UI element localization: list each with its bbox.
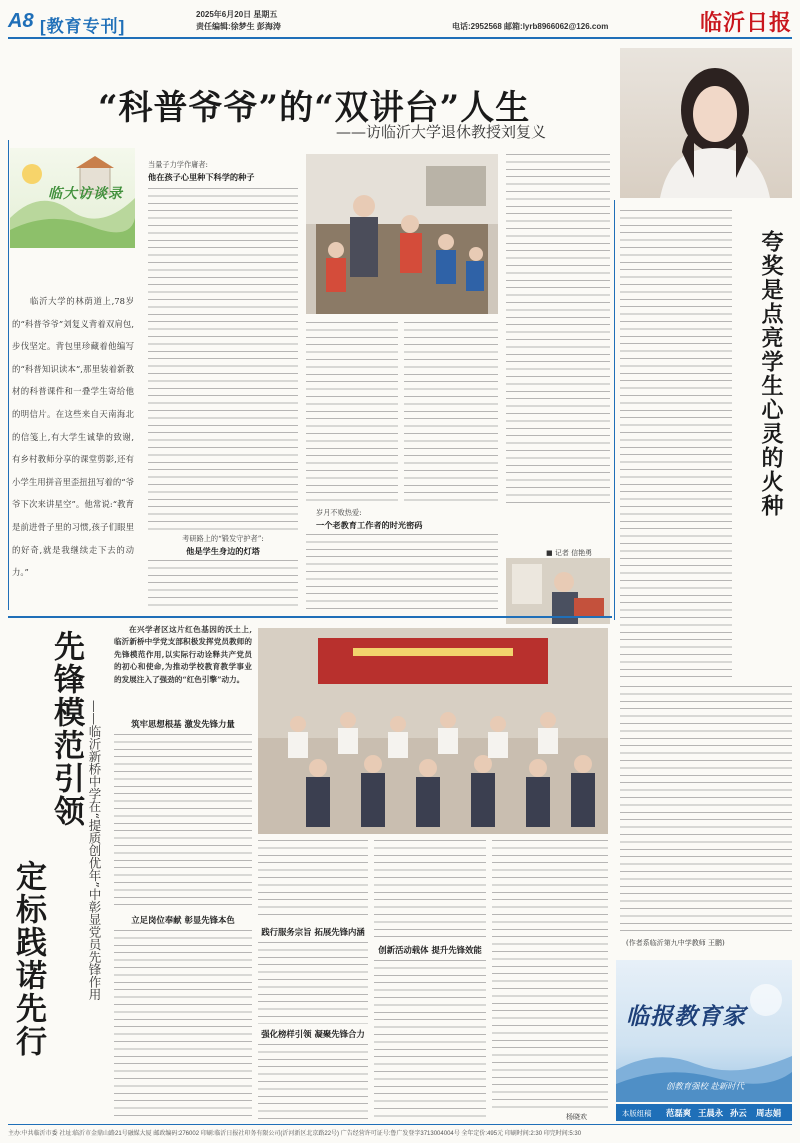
masthead-logo: 临沂日报 [700,10,793,36]
promo-credit-name: 周志娟 [756,1108,782,1118]
promo-credit-label: 本版组稿 [622,1109,652,1118]
subhead-3-line2: 一个老教育工作者的时光密码 [316,520,423,530]
story2-vertical-subtitle: ——临沂新桥中学在“提质创优年”中彰显党员先锋作用 [87,700,102,1001]
story2-text-block-8 [492,840,608,1110]
editor-line: 责任编辑:徐梦生 彭海涛 [196,22,281,31]
footer-rule [8,1124,792,1125]
subhead-2-line1: 考研路上的“锻发守护者”: [182,534,264,543]
header-rule [8,37,792,39]
story2-text-block-4 [258,942,368,1024]
column-banner-label: 临大访谈录 [48,186,123,202]
date-line: 2025年6月20日 星期五 [196,10,278,19]
story2-text-block-6 [374,840,486,938]
section-label: [教育专刊] [40,17,126,36]
story2-text-block-1 [114,734,252,910]
essay-end-note: (作者系临沂第九中学教师 王鹏) [626,939,725,947]
story1-title: “科普爷爷”的“双讲台”人生 [98,88,531,128]
story1-text-block-1 [148,188,298,530]
promo-box [616,960,792,1102]
essay-text-block-2 [620,686,792,936]
story2-subhead-d: 强化榜样引领 凝聚先锋合力 [261,1029,365,1039]
pullquote: 夸奖是点亮学生心灵的火种 [758,230,784,518]
left-column-rule [8,140,9,610]
story1-text-block-6 [506,154,610,506]
story1-text-block-5 [306,534,498,612]
promo-credit-name: 范磊爽 [666,1108,692,1118]
story2-text-block-5 [258,1044,368,1120]
teacher-portrait-photo [620,48,792,198]
subhead-3-line1: 岁月不败热爱: [316,508,362,517]
story1-text-block-3 [306,322,398,502]
subhead-2-line2: 他是学生身边的灯塔 [186,546,260,556]
promo-credit-bar [616,1104,792,1121]
story1-text-block-2 [148,560,298,612]
book-portrait-photo [506,558,610,624]
story1-subhead-2 [148,534,298,557]
promo-title: 临报教育家 [626,1003,746,1030]
story2-byline: 杨晓欢 [566,1113,587,1121]
promo-tagline: 创教育强校 赴新时代 [666,1081,745,1091]
story2-headline-part2: 定标践诺先行 [10,860,46,1058]
story2-text-block-7 [374,960,486,1120]
page-header [0,0,800,40]
right-column-rule [614,200,615,620]
story2-text-block-3 [258,840,368,920]
story1-subtitle: ——访临沂大学退休教授刘复义 [336,123,547,141]
story1-byline: ■ 记者 信艳勇 [546,549,593,557]
story2-subhead-e: 创新活动载体 提升先锋效能 [378,945,482,955]
story2-headline-part1: 先锋模范引领 [48,630,84,828]
promo-credit-name: 孙云 [730,1108,747,1118]
story2-subhead-a: 筑牢思想根基 激发先锋力量 [131,719,235,729]
story1-intro: 临沂大学的林荫道上,78岁的“科普爷爷”刘复义背着双肩包,步伐坚定。背包里珍藏着他编写的“科普知识读本”,那里装着新教材的科普课件和一叠学生寄给他的明信片。在这些来自天南海北的信笺上,有大学生诚挚的致谢,有乡村教师分享的课堂剪影,还有小学生用拼音里歪扭扭写着的“爷爷下次来讲星空”。他常说:“教育是前进骨子里的习惯,孩子们眼里的好奇,就是我继续走下去的动力。” [12,296,134,578]
story2-lead: 在兴学者区这片红色基因的沃土上,临沂新桥中学党支部积极发挥党员教师的先锋模范作用,以实际行动诠释共产党员的初心和使命,为推动学校教育教学事业的发展注入了强劲的“红色引擎”动力。 [114,625,252,684]
story2-top-rule [8,616,612,618]
story1-subhead-3 [306,508,498,531]
lecture-classroom-photo [306,154,498,314]
footer-imprint: 主办:中共临沂市委 社址:临沂市金鼎山路21号融媒大厦 邮政编码:276002 印刷:临沂日报社印务有限公司(沂河新区北京路22号) 广告经营许可证号:鲁广发登字3713004004号 全年定价:495元 印刷时间:2:30 印完时间:5:30 [8,1131,582,1137]
contact-line: 电话:2952568 邮箱:lyrb8966062@126.com [452,22,609,31]
story2-subhead-b: 立足岗位奉献 彰显先锋本色 [131,915,235,925]
story1-text-block-4 [404,322,498,502]
column-banner [10,148,135,248]
essay-text-block-1 [620,210,732,680]
subhead-1-line2: 他在孩子心里种下科学的种子 [148,172,255,182]
subhead-1-line1: 当量子力学作庸者: [148,160,208,169]
story1-subhead-1 [148,160,298,183]
party-members-meeting-photo [258,628,608,834]
story2-text-block-2 [114,930,252,1120]
story2-subhead-c: 践行服务宗旨 拓展先锋内涵 [261,927,365,937]
page-code: A8 [8,10,34,32]
promo-credit-name: 王晨永 [698,1108,724,1118]
